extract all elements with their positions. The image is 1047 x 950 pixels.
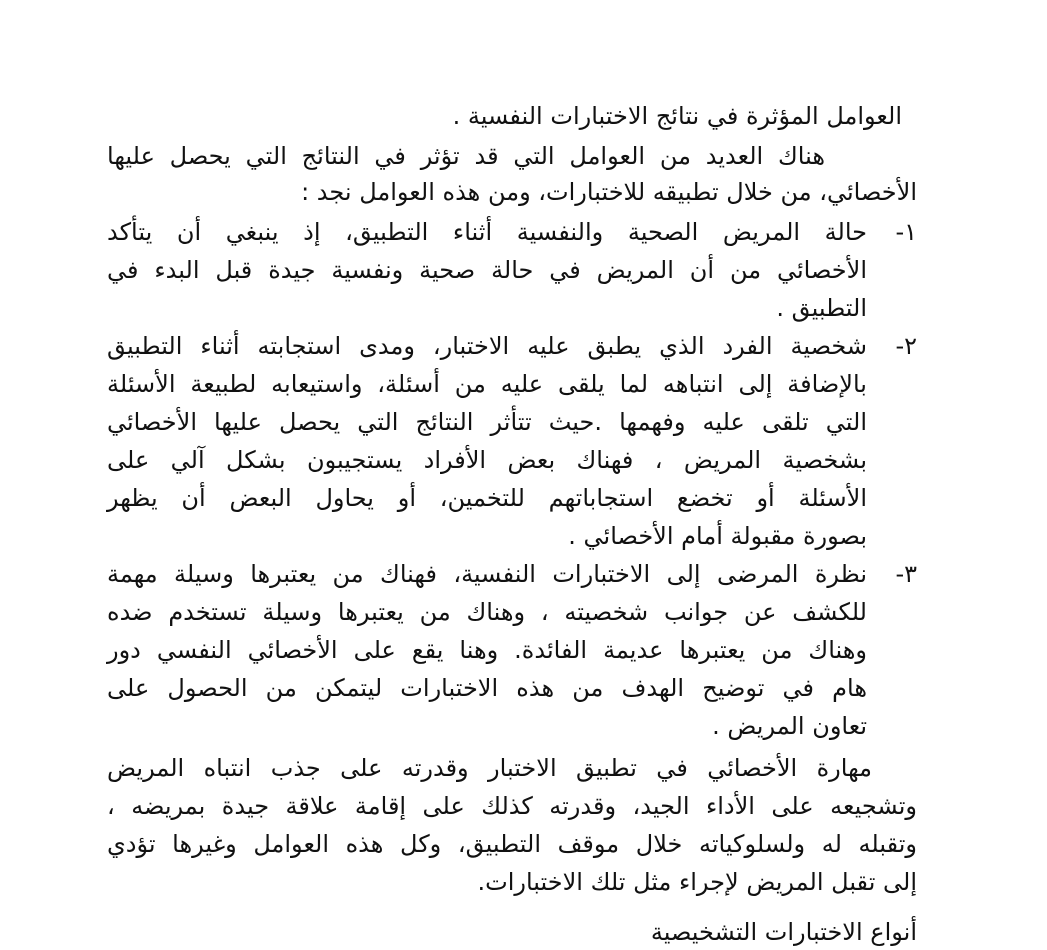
list-item-line: الأسئلة أو تخضع استجاباتهم للتخمين، أو يحاول البعض أن يظهر [107,484,867,512]
list-item-line: التي تلقى عليه وفهمها .حيث تتأثر النتائج التي يحصل عليها الأخصائي [107,408,867,436]
list-item-line: حالة المريض الصحية والنفسية أثناء التطبيق، إذ ينبغي أن يتأكد [107,218,867,246]
next-section-heading: أنواع الاختبارات التشخيصية [650,918,917,946]
list-item-number: ٣- [895,560,917,588]
list-item-line: هام في توضيح الهدف من هذه الاختبارات ليتمكن من الحصول على [107,674,867,702]
intro-line-1: هناك العديد من العوامل التي قد تؤثر في النتائج التي يحصل عليها [107,142,825,170]
list-item-line: وهناك من يعتبرها عديمة الفائدة. وهنا يقع على الأخصائي النفسي دور [107,636,867,664]
closing-line-3: وتقبله له ولسلوكياته خلال موقف التطبيق، وكل هذه العوامل وغيرها تؤدي [107,830,917,858]
intro-line-2: الأخصائي، من خلال تطبيقه للاختبارات، ومن هذه العوامل نجد : [301,178,917,206]
list-item-3 [107,556,917,592]
list-item-2 [107,328,917,364]
list-item-number: ٢- [895,332,917,360]
list-item-1 [107,214,917,250]
list-item-number: ١- [895,218,917,246]
list-item-line: للكشف عن جوانب شخصيته ، وهناك من يعتبرها وسيلة تستخدم ضده [107,598,867,626]
closing-line-1: مهارة الأخصائي في تطبيق الاختبار وقدرته على جذب انتباه المريض [107,754,872,782]
section-heading: العوامل المؤثرة في نتائج الاختبارات النفسية . [452,102,902,130]
list-item-line: تعاون المريض . [712,712,867,740]
list-item-line: التطبيق . [776,294,867,322]
list-item-line: بصورة مقبولة أمام الأخصائي . [568,522,867,550]
list-item-line: بشخصية المريض ، فهناك بعض الأفراد يستجيبون بشكل آلي على [107,446,867,474]
list-item-line: نظرة المرضى إلى الاختبارات النفسية، فهناك من يعتبرها وسيلة مهمة [107,560,867,588]
list-item-line: بالإضافة إلى انتباهه لما يلقى عليه من أسئلة، واستيعابه لطبيعة الأسئلة [107,370,867,398]
closing-line-2: وتشجيعه على الأداء الجيد، وقدرته كذلك على إقامة علاقة جيدة بمريضه ، [107,792,917,820]
list-item-line: الأخصائي من أن المريض في حالة صحية ونفسية جيدة قبل البدء في [107,256,867,284]
closing-line-4: إلى تقبل المريض لإجراء مثل تلك الاختبارات. [477,868,917,896]
list-item-line: شخصية الفرد الذي يطبق عليه الاختبار، ومدى استجابته أثناء التطبيق [107,332,867,360]
